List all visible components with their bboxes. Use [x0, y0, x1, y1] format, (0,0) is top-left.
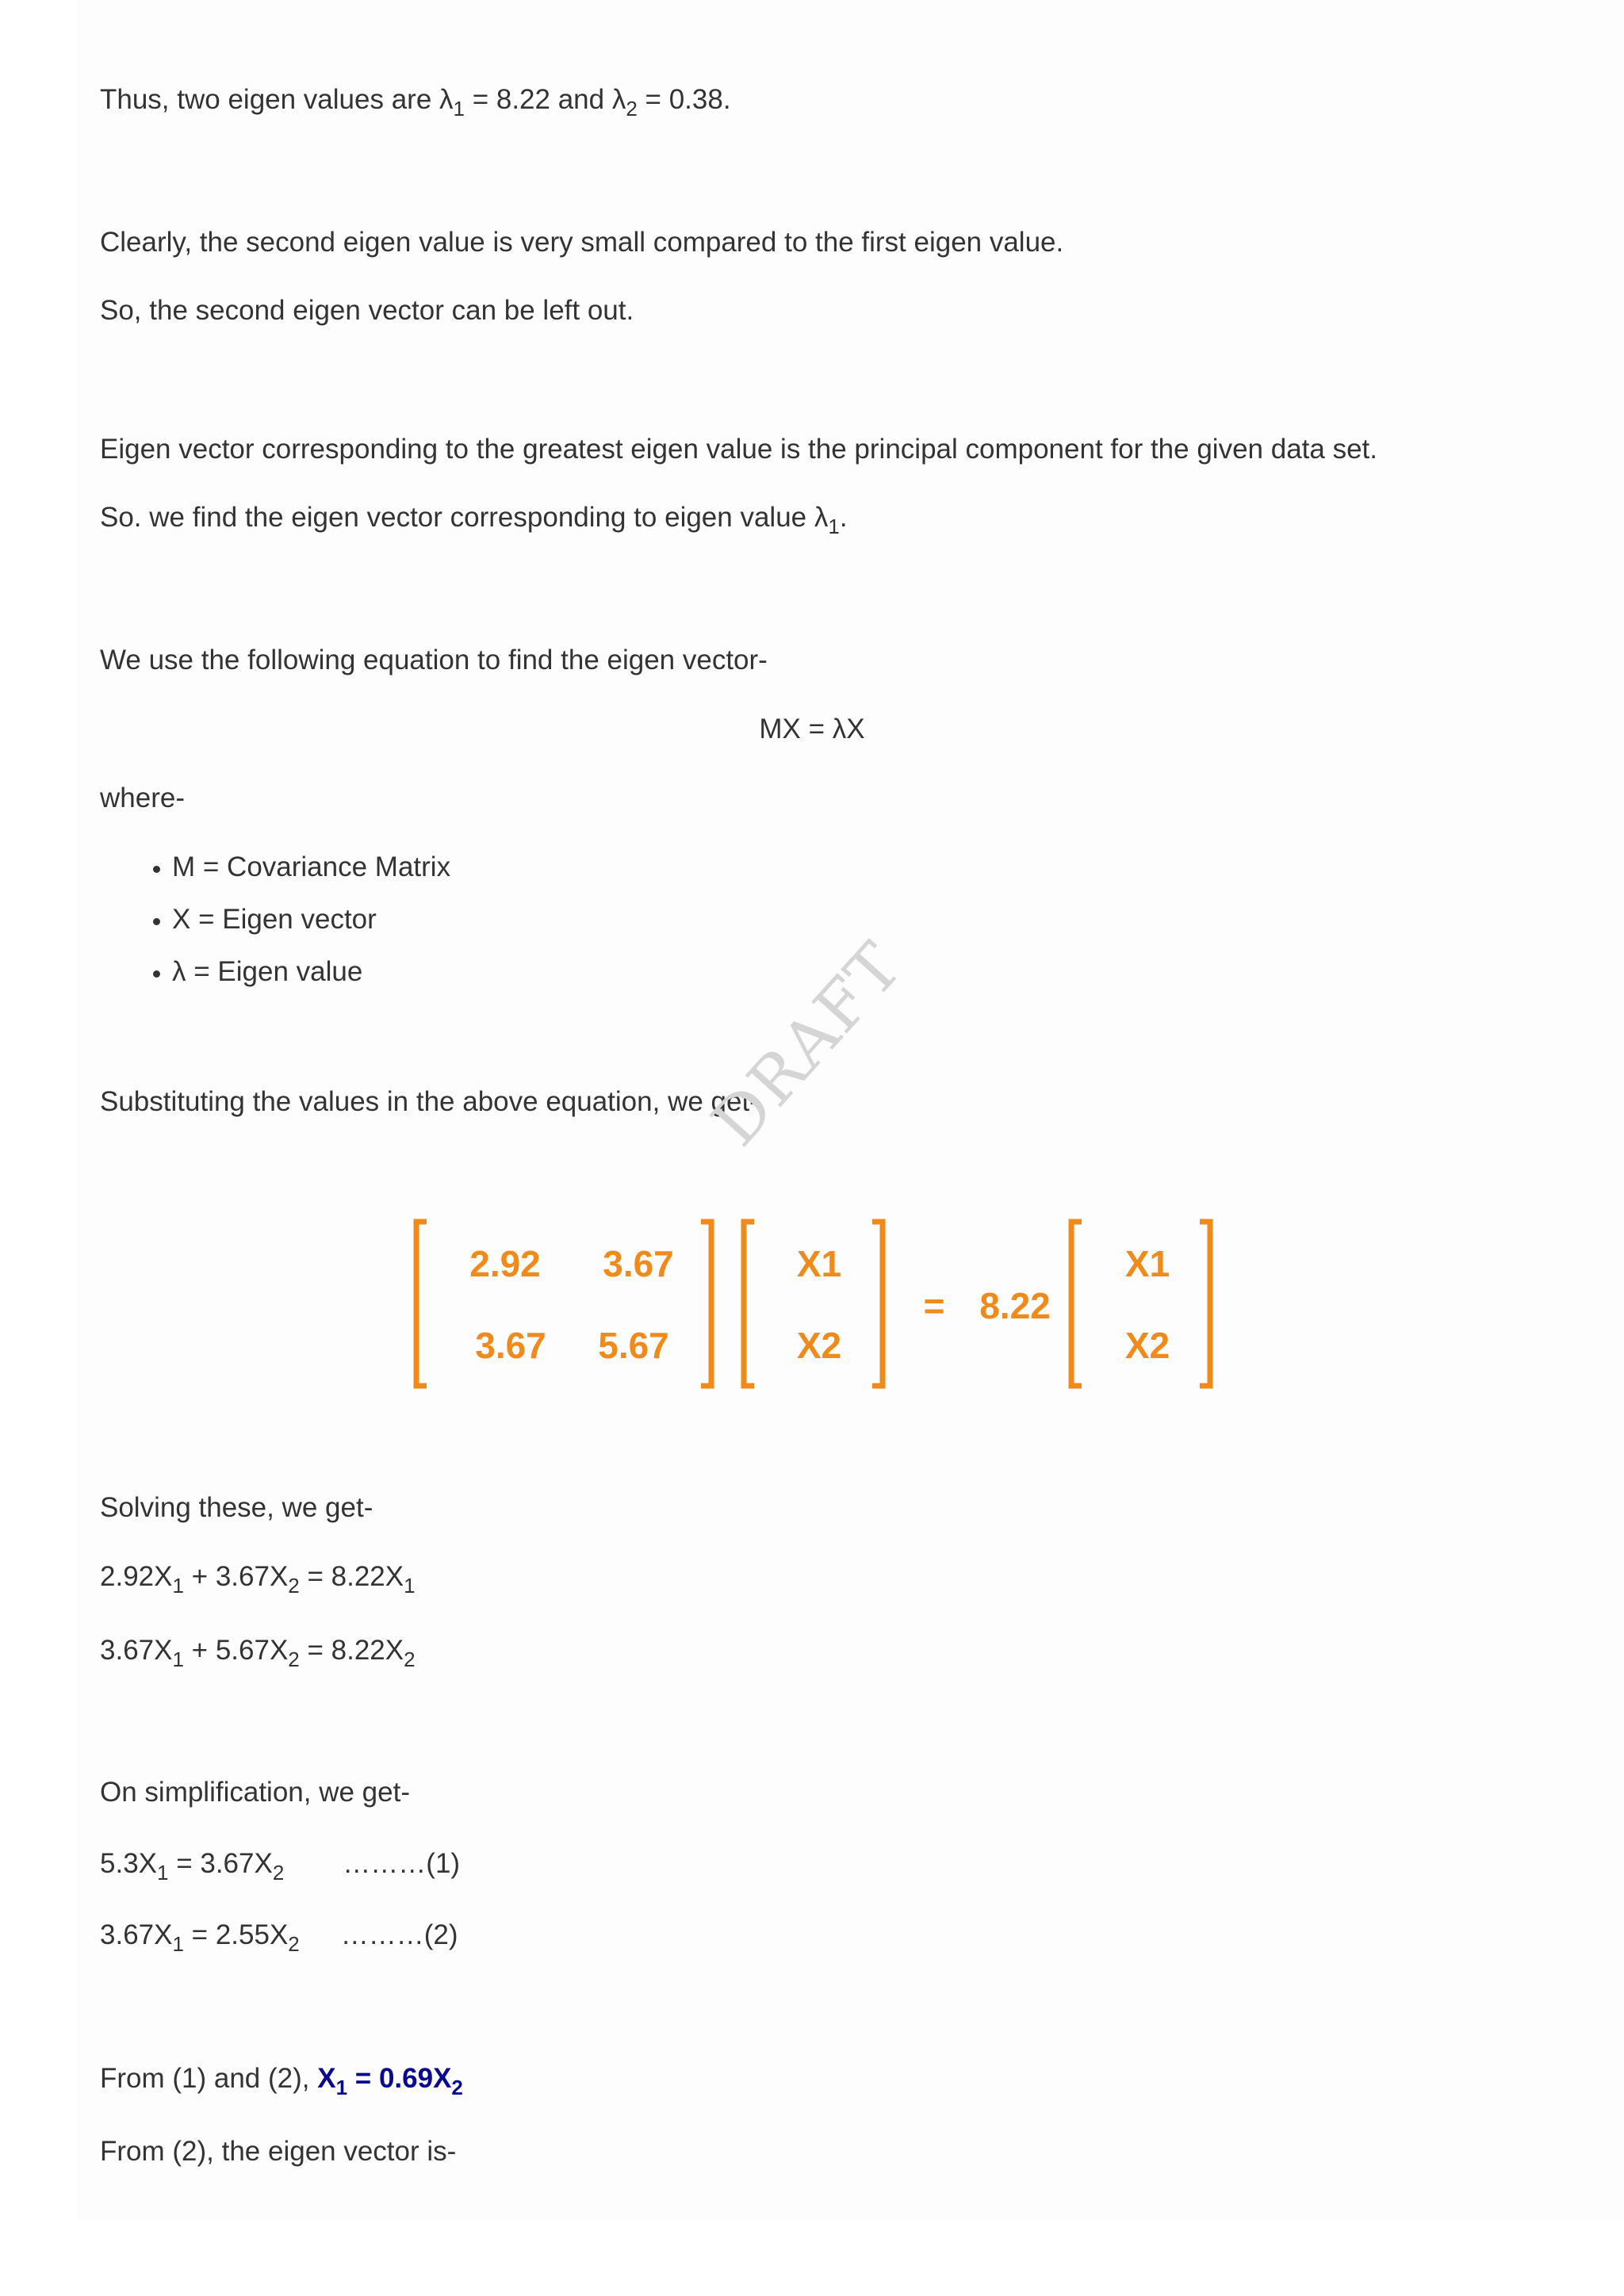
- vector-rhs-left-bracket: [1071, 1222, 1082, 1386]
- principal-component-sentence: Eigen vector corresponding to the greatest eigen value is the principal component for the given data set.: [100, 434, 1377, 465]
- second-eigen-small-sentence: Clearly, the second eigen value is very small compared to the first eigen value.: [100, 227, 1064, 258]
- definitions-list: [140, 850, 450, 1007]
- list-item: • M = Covariance Matrix: [172, 850, 450, 902]
- simplified-equation-2: $3.67X_1 = 2.55X_2$ ………(2): [100, 1919, 458, 1956]
- from-1-and-2-result: From (1) and (2), $X_1 = 0.69X_2$: [100, 2063, 463, 2099]
- matrix-a-cell: 3.67: [475, 1325, 546, 1366]
- vector-x-left-bracket: [744, 1222, 754, 1386]
- matrix-a-cell: 3.67: [603, 1243, 674, 1284]
- simplified-equation-1: $5.3X_1 = 3.67X_2$ ………(1): [100, 1848, 461, 1885]
- list-item: • X = Eigen vector: [172, 902, 450, 955]
- matrix-equation-figure: [412, 1209, 1221, 1399]
- draft-watermark: DRAFT: [698, 928, 917, 1161]
- solved-equation-2: $3.67X_1 + 5.67X_2 = 8.22X_2$: [100, 1635, 416, 1671]
- equals-sign: =: [923, 1285, 945, 1326]
- vector-rhs-cell: X2: [1124, 1325, 1170, 1366]
- simplification-sentence: On simplification, we get-: [100, 1777, 410, 1808]
- eigen-values-sentence: Thus, two eigen values are $\lambda_1 = 8.22$ and $\lambda_2 = 0.38$.: [100, 84, 731, 121]
- equation-reference: ………(1): [343, 1848, 461, 1879]
- where-label: where-: [100, 783, 185, 813]
- solving-sentence: Solving these, we get-: [100, 1492, 373, 1523]
- following-equation-sentence: We use the following equation to find the eigen vector-: [100, 645, 768, 675]
- vector-rhs-cell: X1: [1124, 1243, 1170, 1284]
- solved-equation-1: $2.92X_1 + 3.67X_2 = 8.22X_1$: [100, 1561, 416, 1598]
- highlighted-relation: $X_1 = 0.69X_2$: [317, 2063, 463, 2099]
- eigen-equation: MX = λX: [759, 714, 865, 744]
- matrix-a-left-bracket: [416, 1222, 427, 1386]
- substituting-sentence: Substituting the values in the above equation, we get-: [100, 1086, 759, 1117]
- eigen-vector-sentence: From (2), the eigen vector is-: [100, 2136, 457, 2167]
- matrix-a-cell: 2.92: [469, 1243, 541, 1284]
- scalar-value: 8.22: [979, 1285, 1051, 1326]
- matrix-a-cell: 5.67: [598, 1325, 669, 1366]
- find-eigen-vector-sentence: So. we find the eigen vector corresponding to eigen value $\lambda_1$.: [100, 502, 848, 538]
- vector-x-right-bracket: [872, 1222, 883, 1386]
- list-item: • λ = Eigen value: [172, 955, 450, 1007]
- vector-x-cell: X1: [796, 1243, 842, 1284]
- matrix-a-right-bracket: [701, 1222, 711, 1386]
- vector-x-cell: X2: [796, 1325, 842, 1366]
- left-out-sentence: So, the second eigen vector can be left out.: [100, 295, 634, 326]
- equation-reference: ………(2): [340, 1919, 458, 1950]
- vector-rhs-right-bracket: [1200, 1222, 1210, 1386]
